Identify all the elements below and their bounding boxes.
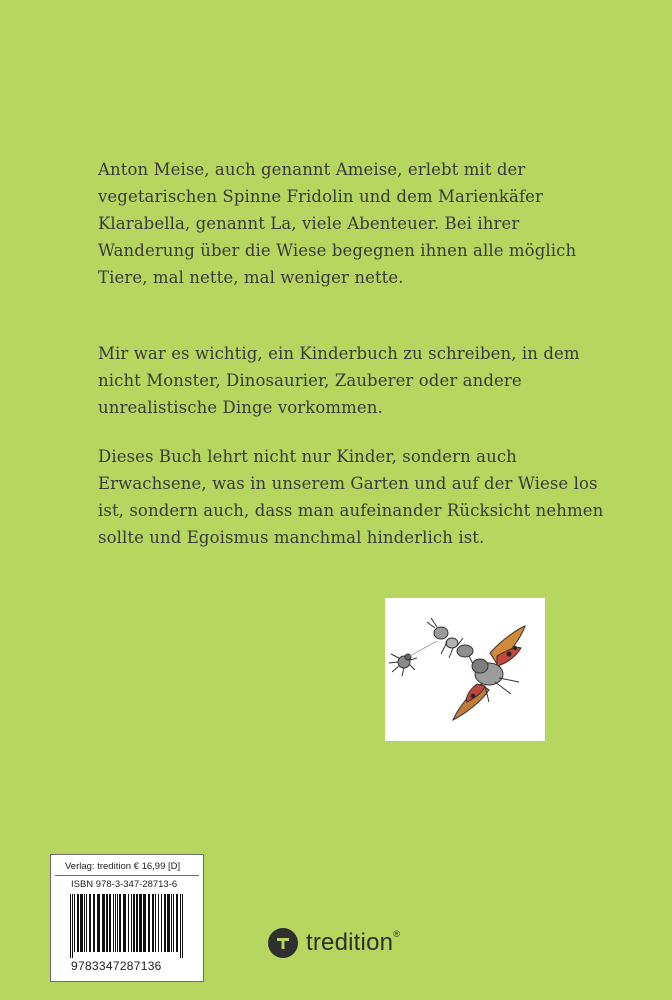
- publisher-price-line: Verlag: tredition € 16,99 [D]: [65, 861, 181, 872]
- publisher-name: tredition®: [306, 929, 401, 956]
- text-line: Erwachsene, was in unserem Garten und auf der Wiese los: [98, 474, 598, 493]
- ladybug-figure: [453, 626, 525, 720]
- text-line: vegetarischen Spinne Fridolin und dem Marienkäfer: [98, 187, 544, 206]
- text-line: Dieses Buch lehrt nicht nur Kinder, sondern auch: [98, 447, 517, 466]
- divider: [55, 875, 199, 876]
- text-line: ist, sondern auch, dass man aufeinander Rücksicht nehmen: [98, 501, 604, 520]
- text-line: Wanderung über die Wiese begegnen ihnen alle möglich: [98, 241, 577, 260]
- barcode-bars: [70, 894, 184, 958]
- barcode-number: 9783347287136: [71, 959, 162, 973]
- ant-spider-ladybug-drawing: [385, 598, 545, 741]
- description-paragraph-1: [98, 156, 618, 291]
- text-line: nicht Monster, Dinosaurier, Zauberer oder andere: [98, 371, 522, 390]
- insect-illustration: [385, 598, 545, 741]
- description-paragraph-2: [98, 340, 618, 421]
- text-line: Anton Meise, auch genannt Ameise, erlebt mit der: [98, 160, 526, 179]
- publisher-logo: [268, 928, 400, 958]
- text-line: sollte und Egoismus manchmal hinderlich ist.: [98, 528, 485, 547]
- description-paragraph-3: [98, 443, 618, 551]
- text-line: Mir war es wichtig, ein Kinderbuch zu schreiben, in dem: [98, 344, 580, 363]
- text-line: unrealistische Dinge vorkommen.: [98, 398, 383, 417]
- text-line: Klarabella, genannt La, viele Abenteuer. Bei ihrer: [98, 214, 520, 233]
- text-line: Tiere, mal nette, mal weniger nette.: [98, 268, 404, 287]
- spider-figure: [389, 654, 417, 676]
- book-t-icon: [268, 928, 298, 958]
- isbn-line: ISBN 978-3-347-28713-6: [71, 879, 178, 890]
- ant-figure: [427, 618, 473, 664]
- barcode-box: [50, 854, 204, 982]
